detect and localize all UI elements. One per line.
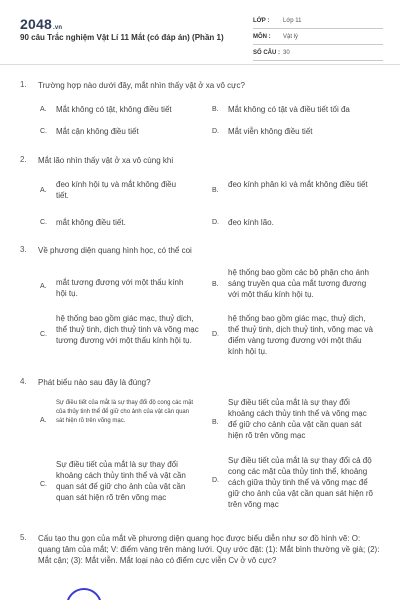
option-letter: A. xyxy=(40,283,47,290)
option-text: Sự điều tiết của mắt là sự thay đổi cả độ cong các mặt của thủy tinh thể, khoảng cách giữa thủy tinh thể và võng mạc để giữ cho ảnh của vật cần quan sát hiện rõ trên võng mạc xyxy=(228,456,374,509)
meta-question-count xyxy=(253,47,383,61)
option-text: Mắt cận không điều tiết xyxy=(56,127,139,136)
option-text: hệ thống bao gồm giác mạc, thuỷ dịch, thể thuỷ tinh, dịch thuỷ tinh, võng mạc và điểm vàng tương đương với một thấu kính hội tụ. xyxy=(228,314,373,356)
option-letter: A. xyxy=(40,417,47,424)
question-text: Về phương diện quang hình học, có thể coi xyxy=(38,246,192,255)
option-letter: A. xyxy=(40,106,47,113)
header-divider xyxy=(0,64,400,65)
option-text: Sự điều tiết của mắt là sự thay đổi độ cong các mặt của thủy tinh thể để giữ cho ảnh của vật cần quan sát hiện rõ trên võng mạc. xyxy=(56,400,194,424)
option-letter: D. xyxy=(212,128,219,135)
meta-value: Vật lý xyxy=(283,34,299,40)
meta-class xyxy=(253,15,383,29)
question-number: 2. xyxy=(20,155,27,164)
question-text: Cấu tạo thu gọn của mắt về phương diện quang học được biểu diễn như sơ đồ hình vẽ: O: quang tâm của mắt; V: điểm vàng trên màng lưới. Quy ước đặt: (1): Mắt bình thường về già; (2): Mắt cận; (3): Mắt viễn. Mắt loại nào có điểm cực viễn Cv ở vô cực? xyxy=(38,534,380,565)
meta-key: SỐ CÂU : xyxy=(253,50,280,56)
option-text: mắt tương đương với một thấu kính hội tụ. xyxy=(56,278,184,298)
meta-subject xyxy=(253,31,383,45)
eye-diagram-partial xyxy=(66,588,102,600)
option-letter: C. xyxy=(40,128,47,135)
site-logo[interactable]: 2048.vn xyxy=(20,16,63,32)
meta-value: 30 xyxy=(283,50,290,56)
option-text: đeo kính hội tụ và mắt không điều tiết. xyxy=(56,180,177,200)
option-letter: A. xyxy=(40,187,47,194)
question-text: Mắt lão nhìn thấy vật ở xa vô cùng khi xyxy=(38,156,174,165)
option-letter: B. xyxy=(212,106,219,113)
document-title: 90 câu Trắc nghiệm Vật Lí 11 Mắt (có đáp án) (Phần 1) xyxy=(20,33,224,42)
page-header xyxy=(0,0,400,64)
option-text: hệ thống bao gồm các bộ phận cho ánh sáng truyền qua của mắt tương đương với một thấu kính hội tụ. xyxy=(228,268,369,299)
option-letter: D. xyxy=(212,219,219,226)
option-text: hệ thống bao gồm giác mạc, thuỷ dịch, thể thuỷ tinh, dịch thuỷ tinh và võng mạc tương đương với một thấu kính hội tụ. xyxy=(56,314,199,345)
meta-value: Lớp 11 xyxy=(283,18,302,24)
option-letter: C. xyxy=(40,481,47,488)
option-letter: C. xyxy=(40,219,47,226)
option-text: Sự điều tiết của mắt là sự thay đổi khoảng cách thủy tinh thể và vật cần quan sát để giữ cho ảnh của vật cần quan sát hiện rõ trên võng mạc xyxy=(56,460,186,502)
question-text: Trường hợp nào dưới đây, mắt nhìn thấy vật ở xa vô cực? xyxy=(38,81,245,90)
option-letter: B. xyxy=(212,419,219,426)
meta-key: LỚP : xyxy=(253,18,270,24)
question-number: 1. xyxy=(20,80,27,89)
question-number: 5. xyxy=(20,533,27,542)
option-text: Mắt không có tật, không điều tiết xyxy=(56,105,172,114)
option-text: đeo kính phân kì và mắt không điều tiết xyxy=(228,180,368,189)
option-letter: D. xyxy=(212,477,219,484)
option-text: mắt không điều tiết. xyxy=(56,218,126,227)
document-meta xyxy=(253,15,383,63)
option-text: đeo kính lão. xyxy=(228,218,274,227)
option-letter: D. xyxy=(212,331,219,338)
option-letter: B. xyxy=(212,281,219,288)
question-number: 4. xyxy=(20,377,27,386)
logo-suffix: .vn xyxy=(52,25,63,31)
meta-key: MÔN : xyxy=(253,34,271,40)
option-letter: C. xyxy=(40,331,47,338)
question-number: 3. xyxy=(20,245,27,254)
option-text: Mắt không có tật và điều tiết tối đa xyxy=(228,105,350,114)
option-text: Mắt viễn không điều tiết xyxy=(228,127,313,136)
option-text: Sự điều tiết của mắt là sự thay đổi khoảng cách thủy tinh thể và võng mạc để giữ cho cảnh của vật cần quan sát hiện rõ trên võng mạc xyxy=(228,398,367,440)
option-letter: B. xyxy=(212,187,219,194)
question-text: Phát biểu nào sau đây là đúng? xyxy=(38,378,151,387)
